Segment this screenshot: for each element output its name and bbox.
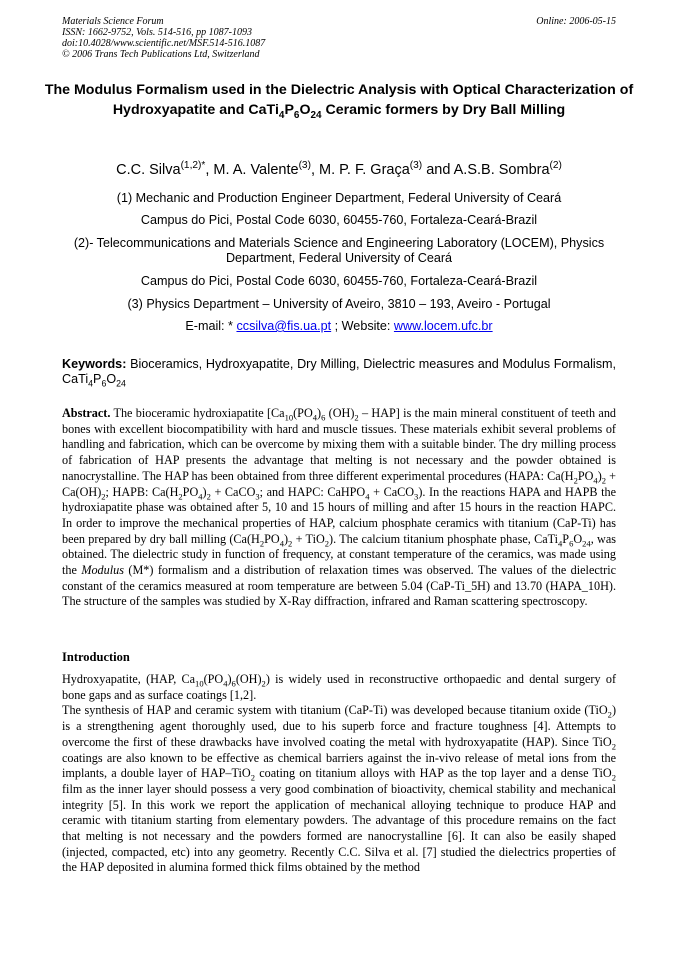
introduction-body xyxy=(62,672,616,876)
keywords: Keywords: Bioceramics, Hydroxyapatite, Dry Milling, Dielectric measures and Modulus Formalism, $CaTi_4P_6O_{24}$ xyxy=(62,357,616,389)
email-link[interactable]: ccsilva@fis.ua.pt xyxy=(236,319,332,333)
affiliation-2-address: Campus do Pici, Postal Code 6030, 60455-760, Fortaleza-Ceará-Brazil xyxy=(140,274,538,288)
affiliation-1: (1) Mechanic and Production Engineer Department, Federal University of Ceará xyxy=(116,191,562,205)
journal-name: Materials Science Forum xyxy=(62,16,164,27)
journal-header xyxy=(62,16,616,60)
section-heading-introduction: Introduction xyxy=(62,650,130,664)
affiliation-1-address: Campus do Pici, Postal Code 6030, 60455-760, Fortaleza-Ceará-Brazil xyxy=(140,213,538,227)
intro-paragraph-1: Hydroxyapatite, (HAP, $Ca_{10}(PO_4)_6(OH)_2$) is widely used in reconstructive orthopaedic and dental surgery of bone gaps and as surface coatings [1,2]. xyxy=(62,672,616,702)
affiliation-3: (3) Physics Department – University of Aveiro, 3810 – 193, Aveiro - Portugal xyxy=(127,297,551,311)
paper-title: The Modulus Formalism used in the Dielectric Analysis with Optical Characterization of Hydroxyapatite and $CaTi_4P_6O_{24}$ Ceramic formers by Dry Ball Milling xyxy=(44,82,634,121)
abstract: Abstract. The bioceramic hydroxiapatite [$Ca_{10}(PO_4)_6$ $(OH)_2 - HAP$] is the main mineral constituent of teeth and bones with excellent biocompatibility with hard and muscle tissues. These materials exhibit several problems of handling and fabrication, which can be overcome by mixing them with a suitable binder. The dry milling process of fabrication of HAP presents the advantage that melting is not necessary and the powder obtained is nanocrystalline. The HAP has been obtained from three different experimental procedures (HAPA: $Ca(H_2PO_4)_2 + Ca(OH)_2$; HAPB: $Ca(H_2PO_4)_2$ + CaCO$_3$; and HAPC: CaHPO$_4$ + CaCO$_3$). In the reactions HAPA and HAPB the hydroxiapatite phase was obtained after 5, 10 and 15 hours of milling and after 15 hours in the reaction HAPC. In order to improve the mechanical properties of HAP, calcium phosphate ceramics with titanium (CaP-Ti) has been prepared by dry ball milling $(Ca(H_2PO_4)_2 + TiO_2)$. The calcium titanium phosphate phase, $CaTi_4P_6O_{24}$, was obtained. The dielectric study in function of frequency, at constant temperature of the ceramics, was made using the Modulus (M*) formalism and a distribution of relaxation times was observed. The values of the dielectric constant of the ceramics measured at room temperature are between 5.04 (CaP-Ti_5H) and 13.70 (HAPA_10H). The structure of the samples was studied by X-Ray diffraction, infrared and Raman scattering spectroscopy. xyxy=(62,406,617,609)
journal-issn: ISSN: 1662-9752, Vols. 514-516, pp 1087-1093 xyxy=(62,27,252,38)
intro-paragraph-2: The synthesis of HAP and ceramic system with titanium (CaP-Ti) was developed because titanium oxide (TiO$_2$) is a strengthening agent thoroughly used, due to his superb force and fracture toughness [4]. Attempts to overcome the first of these drawbacks have involved coating the metal with hydroxyapatite (HAP). Since TiO$_2$ coatings are also known to be effective as chemical barriers against the in-vivo release of metal ions from the implants, a double layer of HAP–TiO$_2$ coating on titanium alloys with HAP as the top layer and a dense TiO$_2$ film as the inner layer should possess a very good combination of bioactivity, chemical stability and mechanical integrity [5]. In this work we report the application of mechanical alloying technique to produce HAP and ceramic with titanium starting from elementary powders. The advantage of this procedure remains on the fact that melting is not necessary and the powders formed are nanocrystalline [6]. It can also be easily shaped (injected, compacted, etc) into any geometry. Recently C.C. Silva et al. [7] studied the dielectrics properties of the HAP deposited in alumina formed thick films obtained by the method xyxy=(62,703,616,875)
journal-copyright: © 2006 Trans Tech Publications Ltd, Switzerland xyxy=(62,49,260,60)
contact-line: E-mail: * ccsilva@fis.ua.pt ; Website: www.locem.ufc.br xyxy=(185,319,493,333)
online-date: Online: 2006-05-15 xyxy=(536,16,616,27)
journal-doi: doi:10.4028/www.scientific.net/MSF.514-516.1087 xyxy=(62,38,266,49)
website-link[interactable]: www.locem.ufc.br xyxy=(393,319,493,333)
affiliation-2: (2)- Telecommunications and Materials Science and Engineering Laboratory (LOCEM), Physics Department, Federal University of Ceará xyxy=(73,236,605,265)
author-list: C.C. Silva$^{(1,2)*}$, M. A. Valente$^{(3)}$, M. P. F. Graça$^{(3)}$ and A.S.B. Sombra$^{(2)}$ xyxy=(116,160,562,178)
